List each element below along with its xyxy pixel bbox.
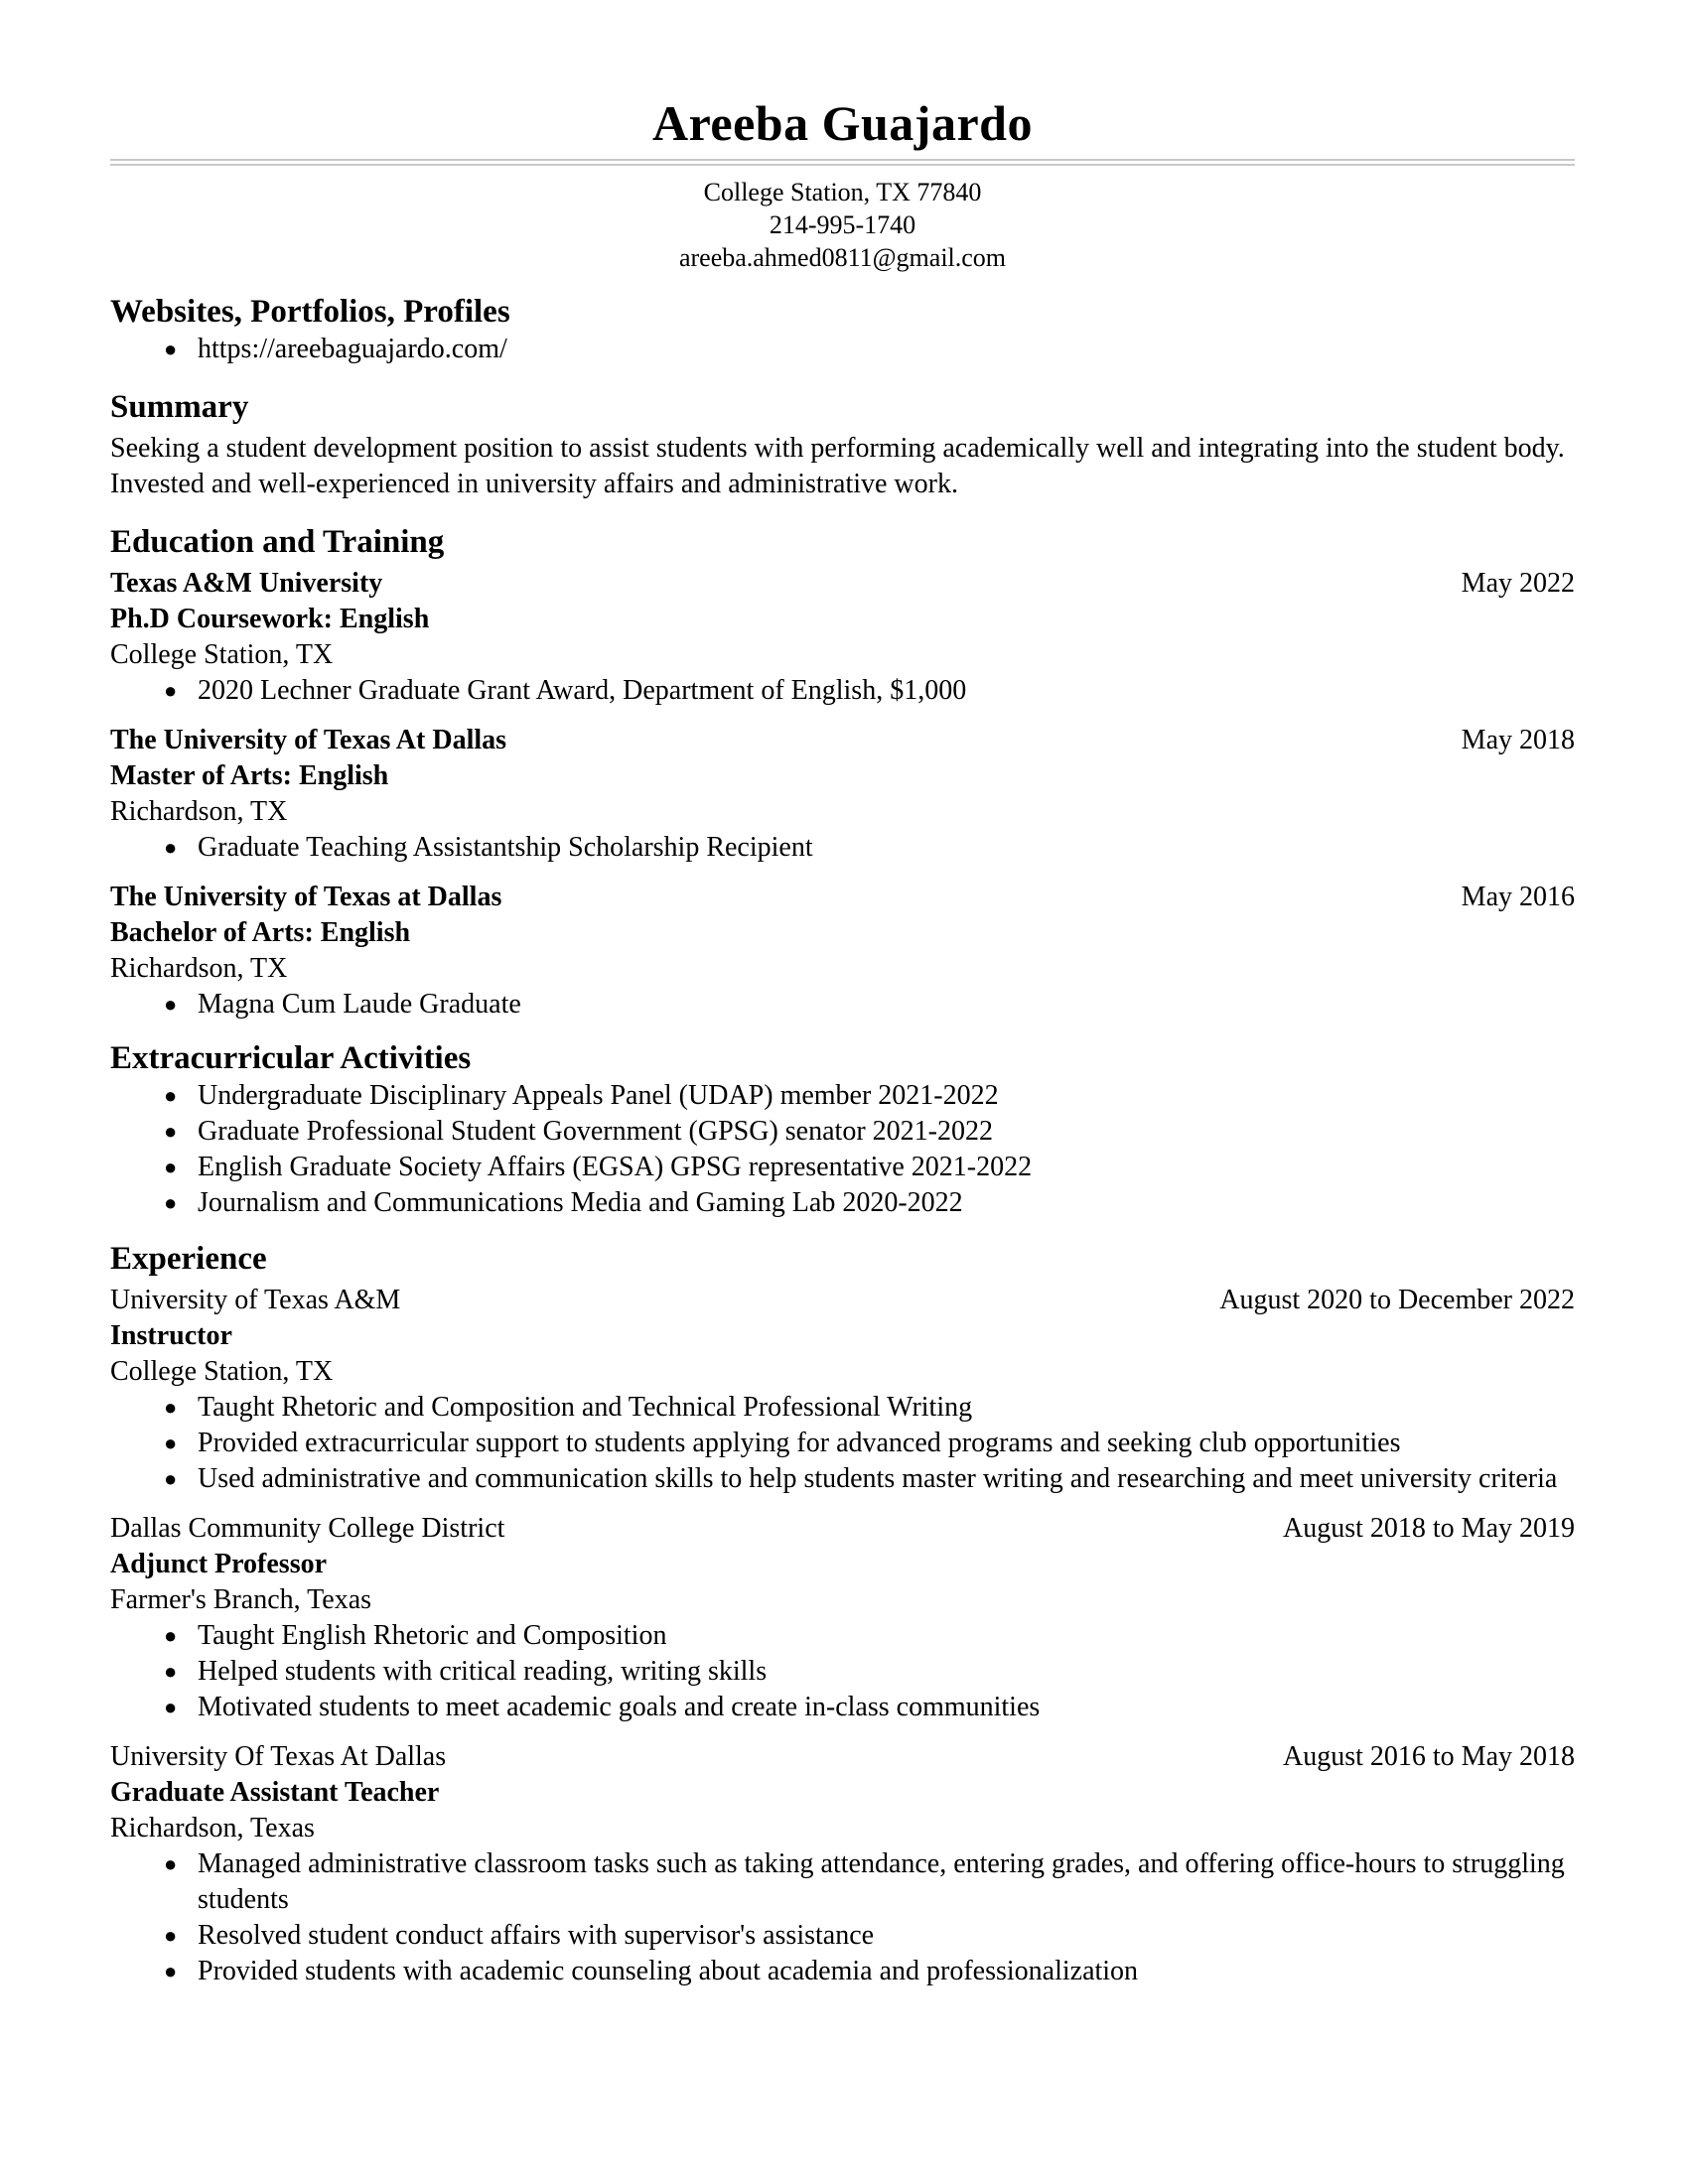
experience-entry [110, 1511, 1575, 1725]
list-item: ● Journalism and Communications Media and Gaming Lab 2020-2022 [110, 1185, 1575, 1221]
employment-dates: August 2020 to December 2022 [1219, 1285, 1575, 1315]
school-location: Richardson, TX [110, 796, 288, 827]
bullet-icon: ● [164, 1155, 178, 1179]
contact-block [110, 176, 1575, 274]
list-item: ● Provided students with academic counseling about academia and professionalization [110, 1954, 1575, 1989]
summary-text: Seeking a student development position to assist students with performing academically well and integrating into the student body. Invested and well-experienced in university affairs and administrative work. [110, 433, 1565, 499]
employer-name: University Of Texas At Dallas [110, 1741, 447, 1772]
list-item [110, 332, 1575, 367]
school-location: College Station, TX [110, 639, 334, 670]
bullet-icon: ● [164, 992, 178, 1017]
school-location: Richardson, TX [110, 953, 288, 984]
education-entry [110, 566, 1575, 709]
education-heading: Education and Training [110, 524, 445, 560]
job-title: Instructor [110, 1320, 232, 1351]
education-section [110, 522, 1575, 1023]
list-item: ● Taught English Rhetoric and Composition [110, 1618, 1575, 1654]
bullet-icon: ● [164, 1395, 178, 1420]
school-name: Texas A&M University [110, 568, 383, 599]
education-entry [110, 880, 1575, 1023]
school-name: The University of Texas At Dallas [110, 725, 507, 755]
extracurricular-section [110, 1038, 1575, 1221]
website-link[interactable]: https://areebaguajardo.com/ [198, 334, 507, 364]
bullet-icon: ● [164, 1190, 178, 1215]
list-item: ● Resolved student conduct affairs with supervisor's assistance [110, 1918, 1575, 1954]
summary-heading: Summary [110, 389, 249, 425]
list-item: ● Undergraduate Disciplinary Appeals Panel (UDAP) member 2021-2022 [110, 1078, 1575, 1114]
bullet-icon: ● [164, 678, 178, 703]
degree: Ph.D Coursework: English [110, 604, 430, 634]
summary-section [110, 387, 1575, 502]
bullet-icon: ● [164, 1659, 178, 1684]
education-bullets [110, 673, 1575, 709]
list-item: ● Helped students with critical reading, writing skills [110, 1654, 1575, 1690]
job-title: Adjunct Professor [110, 1549, 328, 1579]
contact-address: College Station, TX 77840 [703, 178, 982, 206]
list-item: ● Taught Rhetoric and Composition and Technical Professional Writing [110, 1390, 1575, 1426]
graduation-date: May 2018 [1461, 725, 1575, 755]
bullet-icon: ● [164, 1851, 178, 1876]
experience-entry [110, 1283, 1575, 1497]
employer-name: Dallas Community College District [110, 1513, 505, 1544]
websites-list [110, 332, 1575, 367]
list-item: ● Managed administrative classroom tasks such as taking attendance, entering grades, and offering office-hours to struggling students [164, 1848, 1565, 1915]
extracurricular-heading: Extracurricular Activities [110, 1040, 472, 1076]
education-bullets [110, 830, 1575, 866]
candidate-name: Areeba Guajardo [652, 95, 1033, 151]
graduation-date: May 2016 [1461, 882, 1575, 912]
bullet-icon: ● [164, 1623, 178, 1648]
bullet-icon: ● [164, 1959, 178, 1983]
bullet-icon: ● [164, 1695, 178, 1719]
list-item: ● Graduate Teaching Assistantship Scholarship Recipient [110, 830, 1575, 866]
websites-section [110, 292, 1575, 367]
contact-email: areeba.ahmed0811@gmail.com [678, 243, 1007, 272]
bullet-icon: ● [164, 1923, 178, 1948]
education-bullets [110, 987, 1575, 1023]
extracurricular-list [110, 1078, 1575, 1221]
experience-entry [110, 1739, 1575, 1989]
bullet-icon: ● [164, 1466, 178, 1491]
employment-dates: August 2018 to May 2019 [1283, 1513, 1575, 1544]
list-item: ● Graduate Professional Student Government (GPSG) senator 2021-2022 [110, 1114, 1575, 1150]
list-item: ● Provided extracurricular support to students applying for advanced programs and seeking club opportunities [110, 1426, 1575, 1461]
header-rule-bottom [110, 164, 1575, 166]
experience-bullets [110, 1390, 1575, 1497]
job-title: Graduate Assistant Teacher [110, 1777, 440, 1808]
bullet-icon: ● [164, 337, 178, 361]
list-item: ● Magna Cum Laude Graduate [110, 987, 1575, 1023]
school-name: The University of Texas at Dallas [110, 882, 502, 912]
experience-bullets [110, 1846, 1575, 1989]
list-item: ● Motivated students to meet academic goals and create in-class communities [110, 1690, 1575, 1725]
job-location: Farmer's Branch, Texas [110, 1584, 372, 1615]
education-entry [110, 723, 1575, 866]
bullet-icon: ● [164, 1119, 178, 1144]
bullet-icon: ● [164, 1431, 178, 1455]
header-rule-top [110, 159, 1575, 161]
degree: Master of Arts: English [110, 760, 389, 791]
job-location: College Station, TX [110, 1356, 334, 1387]
graduation-date: May 2022 [1461, 568, 1575, 599]
resume-page [110, 95, 1575, 1989]
experience-section [110, 1239, 1575, 1989]
list-item: ● Used administrative and communication skills to help students master writing and researching and meet university criteria [110, 1461, 1575, 1497]
websites-heading: Websites, Portfolios, Profiles [110, 294, 510, 330]
employment-dates: August 2016 to May 2018 [1283, 1741, 1575, 1772]
bullet-icon: ● [164, 835, 178, 860]
employer-name: University of Texas A&M [110, 1285, 401, 1315]
list-item: ● 2020 Lechner Graduate Grant Award, Department of English, $1,000 [110, 673, 1575, 709]
degree: Bachelor of Arts: English [110, 917, 411, 948]
experience-heading: Experience [110, 1241, 267, 1277]
contact-phone: 214-995-1740 [769, 210, 916, 239]
experience-bullets [110, 1618, 1575, 1725]
job-location: Richardson, Texas [110, 1813, 315, 1843]
list-item: ● English Graduate Society Affairs (EGSA) GPSG representative 2021-2022 [110, 1150, 1575, 1185]
bullet-icon: ● [164, 1083, 178, 1108]
